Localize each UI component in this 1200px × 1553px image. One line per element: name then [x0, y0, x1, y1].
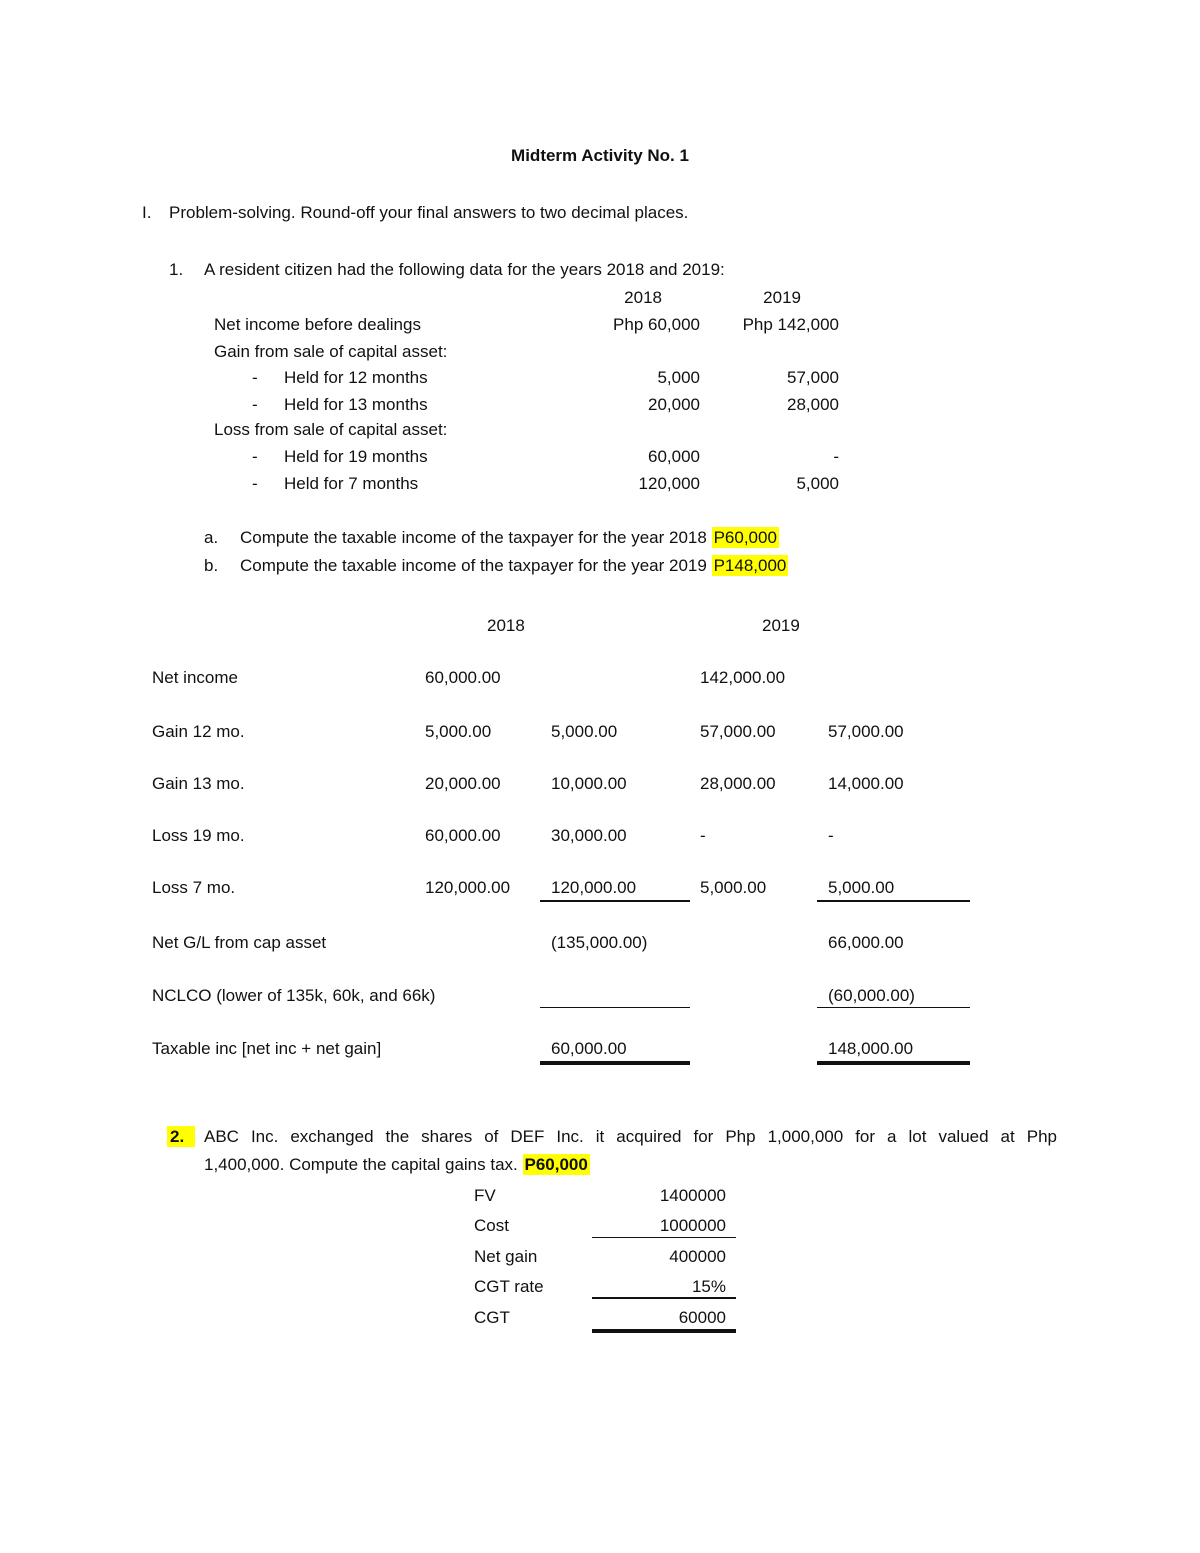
solution-cell: 60,000.00: [551, 1039, 627, 1058]
cgt-row-value: 60000: [678, 1308, 726, 1327]
q1-value-2018: 120,000: [638, 474, 700, 493]
solution-cell: 60,000.00: [425, 668, 501, 687]
q1-row-label: Held for 7 months: [284, 474, 419, 493]
cost-underline: [592, 1237, 736, 1238]
solution-cell: -: [828, 826, 834, 845]
q1a-question: Compute the taxable income of the taxpayer for the year 2018: [240, 528, 707, 547]
solution-cell: 57,000.00: [700, 722, 776, 741]
q1-row-label: Held for 13 months: [284, 395, 428, 414]
q1-value-2019: 57,000: [787, 368, 839, 387]
solution-row-label: Gain 13 mo.: [152, 774, 245, 793]
cgt-row-value: 15%: [691, 1277, 726, 1296]
q1a-letter: a.: [204, 528, 219, 547]
q1-value-2018: 60,000: [648, 447, 700, 466]
cgt-row-label: Net gain: [474, 1247, 538, 1266]
q1b-letter: b.: [204, 556, 219, 575]
q1-header-2019: 2019: [763, 288, 801, 307]
q1-row-dash: -: [252, 474, 258, 493]
q1-row-dash: -: [252, 447, 258, 466]
solution-cell: 142,000.00: [700, 668, 786, 687]
solution-cell: 5,000.00: [425, 722, 492, 741]
q2-line2: [204, 1156, 590, 1173]
solution-row-label: Loss 19 mo.: [152, 826, 245, 845]
section-instruction: Problem-solving. Round-off your final answers to two decimal places.: [169, 203, 689, 222]
rate-underline: [592, 1297, 736, 1299]
q2-question: 1,400,000. Compute the capital gains tax.: [204, 1155, 518, 1174]
total-double-underline-2019: [817, 1061, 970, 1065]
solution-cell: 30,000.00: [551, 826, 627, 845]
q1b-question: Compute the taxable income of the taxpayer for the year 2019: [240, 556, 707, 575]
q1-text: A resident citizen had the following data for the years 2018 and 2019:: [204, 260, 725, 279]
solution-cell: 5,000.00: [551, 722, 618, 741]
subtotal-underline-2019: [817, 900, 970, 902]
q1-value-2019: 28,000: [787, 395, 839, 414]
q2-number-highlight: 2.: [167, 1126, 195, 1147]
solution-cell: -: [700, 826, 706, 845]
solution-row-label: Loss 7 mo.: [152, 878, 236, 897]
page-title: Midterm Activity No. 1: [511, 146, 689, 165]
cgt-row-value: 1400000: [659, 1186, 726, 1205]
q1b-text: [240, 557, 788, 574]
solution-row-label: Taxable inc [net inc + net gain]: [152, 1039, 382, 1058]
solution-cell: 148,000.00: [828, 1039, 914, 1058]
nclco-blank-line-2018: [540, 1007, 690, 1008]
nclco-underline-2019: [817, 1007, 970, 1008]
solution-row-label: Net income: [152, 668, 238, 687]
q1-row-dash: -: [252, 395, 258, 414]
solution-cell: 120,000.00: [425, 878, 511, 897]
q1-value-2019: Php 142,000: [742, 315, 839, 334]
q1a-answer-highlight: P60,000: [713, 528, 777, 547]
q1-value-2019: -: [833, 447, 839, 466]
solution-cell: 5,000.00: [700, 878, 767, 897]
q1-value-2018: 20,000: [648, 395, 700, 414]
solution-row-label: NCLCO (lower of 135k, 60k, and 66k): [152, 986, 436, 1005]
solution-cell: 14,000.00: [828, 774, 904, 793]
solution-cell: 20,000.00: [425, 774, 501, 793]
solution-col-2018: 2018: [487, 616, 525, 635]
q1a-text: [240, 529, 779, 546]
cgt-row-label: CGT rate: [474, 1277, 544, 1296]
section-number: I.: [142, 203, 152, 222]
q1-row-label: Held for 12 months: [284, 368, 428, 387]
solution-cell: 10,000.00: [551, 774, 627, 793]
q1b-answer-highlight: P148,000: [713, 556, 787, 575]
q1-value-2018: 5,000: [657, 368, 700, 387]
solution-cell: 28,000.00: [700, 774, 776, 793]
q1-value-2018: Php 60,000: [613, 315, 700, 334]
solution-cell: 60,000.00: [425, 826, 501, 845]
q2-answer-highlight: P60,000: [524, 1155, 588, 1174]
solution-row-label: Net G/L from cap asset: [152, 933, 327, 952]
q1-row-label: Held for 19 months: [284, 447, 428, 466]
q1-row-label: Gain from sale of capital asset:: [214, 342, 448, 361]
cgt-row-label: CGT: [474, 1308, 510, 1327]
solution-cell: 5,000.00: [828, 878, 895, 897]
total-double-underline-2018: [540, 1061, 690, 1065]
cgt-row-value: 400000: [669, 1247, 726, 1266]
solution-cell: 120,000.00: [551, 878, 637, 897]
q1-row-label: Loss from sale of capital asset:: [214, 420, 448, 439]
solution-row-label: Gain 12 mo.: [152, 722, 245, 741]
subtotal-underline-2018: [540, 900, 690, 902]
solution-cell: (60,000.00): [828, 986, 915, 1005]
q1-header-2018: 2018: [624, 288, 662, 307]
cgt-row-label: Cost: [474, 1216, 509, 1235]
solution-col-2019: 2019: [762, 616, 800, 635]
q2-line1: ABC Inc. exchanged the shares of DEF Inc. it acquired for Php 1,000,000 for a lot valued at Php: [204, 1127, 1057, 1146]
q1-row-label: Net income before dealings: [214, 315, 421, 334]
q1-row-dash: -: [252, 368, 258, 387]
cgt-row-value: 1000000: [659, 1216, 726, 1235]
cgt-double-underline: [592, 1329, 736, 1333]
solution-cell: 57,000.00: [828, 722, 904, 741]
solution-cell: 66,000.00: [828, 933, 904, 952]
cgt-row-label: FV: [474, 1186, 496, 1205]
q1-value-2019: 5,000: [796, 474, 839, 493]
q1-number: 1.: [169, 260, 184, 279]
solution-cell: (135,000.00): [551, 933, 648, 952]
